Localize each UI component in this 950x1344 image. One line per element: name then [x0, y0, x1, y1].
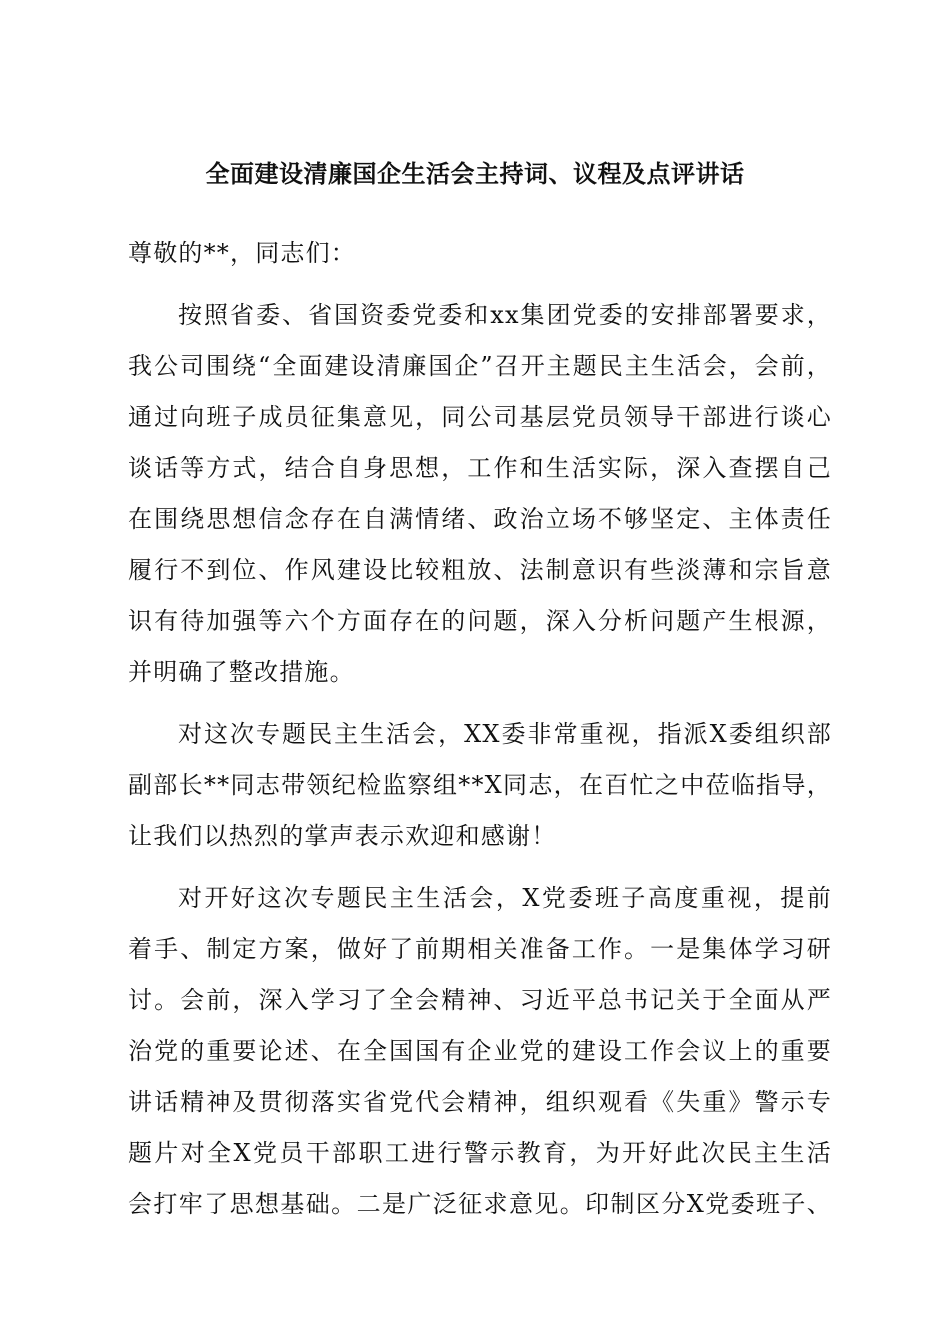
text-line: 按照省委、省国资委党委和xx集团党委的安排部署要求，: [178, 301, 832, 329]
paragraph-gap: [128, 279, 832, 290]
text-line: 谈话等方式，结合自身思想，工作和生活实际，深入查摆自己: [128, 454, 832, 482]
text-line: 题片对全X党员干部职工进行警示教育，为开好此次民主生活: [128, 1139, 832, 1167]
text-line: 履行不到位、作风建设比较粗放、法制意识有些淡薄和宗旨意: [128, 556, 832, 584]
text-line: 并明确了整改措施。: [128, 658, 355, 686]
text-line: 副部长**同志带领纪检监察组**X同志，在百忙之中莅临指导，: [128, 771, 832, 799]
paragraph-gap: [128, 862, 832, 873]
text-line: 我公司围绕“全面建设清廉国企”召开主题民主生活会，会前，: [128, 352, 832, 380]
text-line: 对这次专题民主生活会，XX委非常重视，指派X委组织部: [178, 720, 832, 748]
document-title: 全面建设清廉国企生活会主持词、议程及点评讲话: [205, 159, 745, 188]
text-line: 会打牢了思想基础。二是广泛征求意见。印制区分X党委班子、: [128, 1190, 832, 1218]
text-line: 让我们以热烈的掌声表示欢迎和感谢！: [128, 822, 557, 850]
text-line: 通过向班子成员征集意见，同公司基层党员领导干部进行谈心: [128, 403, 832, 431]
text-line: 治党的重要论述、在全国国有企业党的建设工作会议上的重要: [128, 1037, 832, 1065]
paragraph-2: [128, 709, 832, 862]
text-line: 讨。会前，深入学习了全会精神、习近平总书记关于全面从严: [128, 986, 832, 1014]
text-line: 讲话精神及贯彻落实省党代会精神，组织观看《失重》警示专: [128, 1088, 832, 1116]
text-line: 识有待加强等六个方面存在的问题，深入分析问题产生根源，: [128, 607, 832, 635]
text-line: 着手、制定方案，做好了前期相关准备工作。一是集体学习研: [128, 935, 832, 963]
document-body: [128, 228, 832, 1230]
paragraph-1: [128, 290, 832, 698]
paragraph-3: [128, 873, 832, 1230]
text-line: 在围绕思想信念存在自满情绪、政治立场不够坚定、主体责任: [128, 505, 832, 533]
paragraph-gap: [128, 698, 832, 709]
text-line: 对开好这次专题民主生活会，X党委班子高度重视，提前: [178, 884, 832, 912]
salutation: 尊敬的**，同志们：: [128, 239, 356, 267]
